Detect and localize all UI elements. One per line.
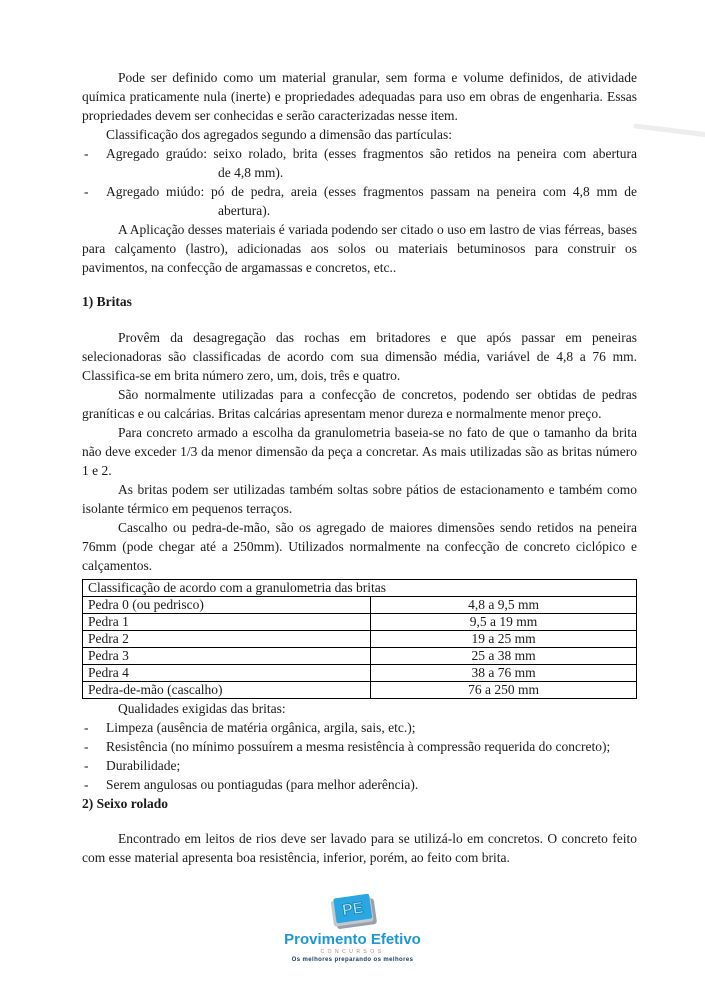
britas-paragraph: Para concreto armado a escolha da granulometria baseia-se no fato de que o tamanho da brita não deve exceder 1/3 da menor dimensão da peça a concretar. As mais utilizadas são as britas número 1 e 2. (82, 425, 637, 478)
section-heading-britas: 1) Britas (82, 294, 132, 309)
quality-item (82, 756, 637, 775)
provimento-efetivo-logo (0, 891, 705, 963)
dash-bullet: - (84, 720, 89, 735)
stone-name: Pedra 1 (83, 614, 371, 631)
stone-range: 25 a 38 mm (371, 648, 637, 665)
list-item-agregado-miudo (82, 182, 637, 220)
table-row (83, 648, 637, 665)
stone-range: 38 a 76 mm (371, 665, 637, 682)
table-row (83, 631, 637, 648)
granulometry-table (82, 579, 637, 699)
stone-name: Pedra 3 (83, 648, 371, 665)
stone-range: 4,8 a 9,5 mm (371, 597, 637, 614)
seixo-paragraph: Encontrado em leitos de rios deve ser lavado para se utilizá-lo em concretos. O concreto feito com esse material apresenta boa resistência, inferior, porém, ao feito com brita. (82, 831, 637, 865)
britas-paragraph: São normalmente utilizadas para a confecção de concretos, podendo ser obtidas de pedras graníticas e ou calcárias. Britas calcárias apresentam menor dureza e normalmente menor preço. (82, 387, 637, 421)
svg-text:PE: PE (340, 899, 365, 920)
table-title-row (83, 580, 637, 597)
quality-item (82, 718, 637, 737)
stone-name: Pedra 2 (83, 631, 371, 648)
quality-text: Limpeza (ausência de matéria orgânica, argila, sais, etc.); (106, 720, 416, 735)
britas-paragraph: As britas podem ser utilizadas também soltas sobre pátios de estacionamento e também como isolante térmico em pequenos terraços. (82, 482, 637, 516)
table-title: Classificação de acordo com a granulometria das britas (83, 580, 637, 597)
application-paragraph: A Aplicação desses materiais é variada podendo ser citado o uso em lastro de vias férreas, bases para calçamento (lastro), adicionadas aos solos ou materiais betuminosos para construir os pavimentos, na confecção de argamassas e concretos, etc.. (82, 222, 637, 275)
dash-bullet: - (84, 739, 89, 754)
scan-artifact (633, 123, 705, 137)
list-item-continuation: abertura). (218, 203, 271, 218)
quality-text: Resistência (no mínimo possuírem a mesma resistência à compressão requerida do concreto); (106, 739, 611, 754)
dash-bullet: - (84, 184, 89, 199)
table-row (83, 614, 637, 631)
britas-paragraph: Cascalho ou pedra-de-mão, são os agregado de maiores dimensões sendo retidos na peneira 76mm (pode chegar até a 250mm). Utilizados normalmente na confecção de concreto ciclópico e calçamentos. (82, 520, 637, 573)
dash-bullet: - (84, 146, 89, 161)
pe-cube-icon (327, 891, 379, 931)
logo-name: Provimento Efetivo (284, 931, 421, 948)
classification-heading: Classificação dos agregados segundo a dimensão das partículas: (106, 127, 453, 142)
intro-paragraph: Pode ser definido como um material granular, sem forma e volume definidos, de atividade química praticamente nula (inerte) e propriedades adequadas para uso em obras de engenharia. Essas propriedades devem ser conhecidas e serão caracterizadas nesse item. (82, 70, 637, 123)
britas-paragraph: Provêm da desagregação das rochas em britadores e que após passar em peneiras selecionadoras são classificadas de acordo com sua dimensão média, variável de 4,8 a 76 mm. Classifica-se em brita número zero, um, dois, três e quatro. (82, 330, 637, 383)
section-heading-seixo-rolado: 2) Seixo rolado (82, 796, 169, 811)
table-row (83, 665, 637, 682)
stone-name: Pedra 0 (ou pedrisco) (83, 597, 371, 614)
list-item-line: Agregado graúdo: seixo rolado, brita (esses fragmentos são retidos na peneira com abertura (106, 146, 637, 161)
quality-item (82, 775, 637, 794)
stone-range: 76 a 250 mm (371, 682, 637, 699)
list-item-agregado-graudo (82, 144, 637, 182)
stone-range: 19 a 25 mm (371, 631, 637, 648)
logo-tagline: Os melhores preparando os melhores (291, 957, 414, 963)
quality-text: Durabilidade; (106, 758, 181, 773)
stone-range: 9,5 a 19 mm (371, 614, 637, 631)
stone-name: Pedra-de-mão (cascalho) (83, 682, 371, 699)
dash-bullet: - (84, 777, 89, 792)
quality-text: Serem angulosas ou pontiagudas (para melhor aderência). (106, 777, 419, 792)
stone-name: Pedra 4 (83, 665, 371, 682)
logo-subtitle: CONCURSOS (320, 949, 385, 955)
dash-bullet: - (84, 758, 89, 773)
quality-item (82, 737, 637, 756)
list-item-continuation: de 4,8 mm). (218, 165, 284, 180)
document-content (82, 68, 637, 867)
list-item-line: Agregado miúdo: pó de pedra, areia (esses fragmentos passam na peneira com 4,8 mm de (106, 184, 637, 199)
qualities-heading: Qualidades exigidas das britas: (118, 701, 286, 716)
table-row (83, 682, 637, 699)
table-row (83, 597, 637, 614)
